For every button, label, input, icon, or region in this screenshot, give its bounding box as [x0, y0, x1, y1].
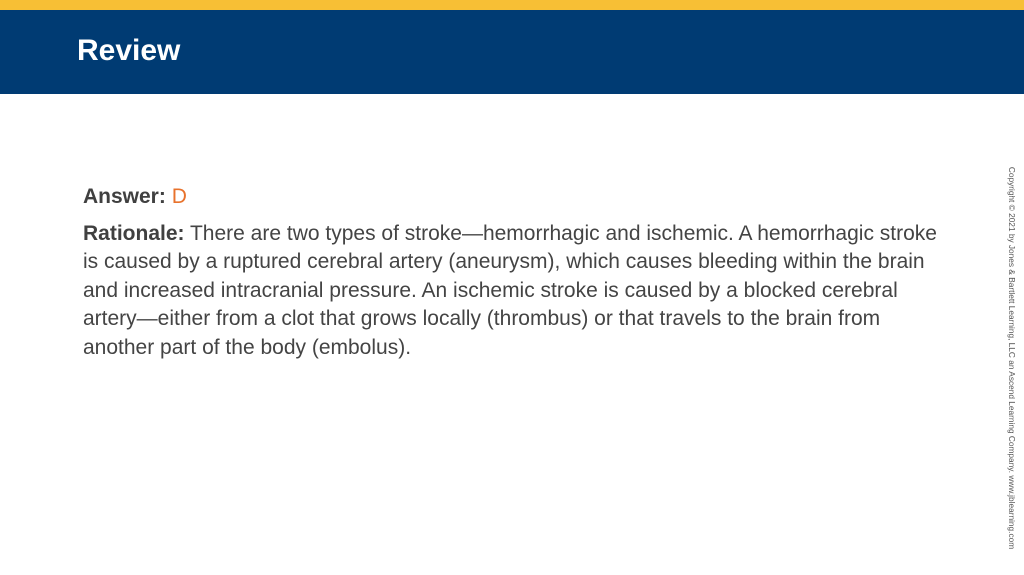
slide-title: Review	[77, 34, 181, 67]
top-accent-stripe	[0, 0, 1024, 10]
rationale-label: Rationale:	[83, 221, 185, 245]
answer-line	[83, 183, 943, 212]
copyright-notice: Copyright © 2021 by Jones & Bartlett Learning, LLC an Ascend Learning Company. www.jblearning.com	[1007, 166, 1017, 550]
review-content	[83, 183, 943, 362]
rationale-paragraph	[83, 220, 943, 363]
rationale-text: There are two types of stroke—hemorrhagic and ischemic. A hemorrhagic stroke is caused by a ruptured cerebral artery (aneurysm), which causes bleeding within the brain and increased intracranial pressure. An ischemic stroke is caused by a blocked cerebral artery—either from a clot that grows locally (thrombus) or that travels to the brain from another part of the body (embolus).	[83, 221, 937, 359]
answer-label: Answer:	[83, 185, 166, 208]
answer-value: D	[171, 185, 187, 208]
